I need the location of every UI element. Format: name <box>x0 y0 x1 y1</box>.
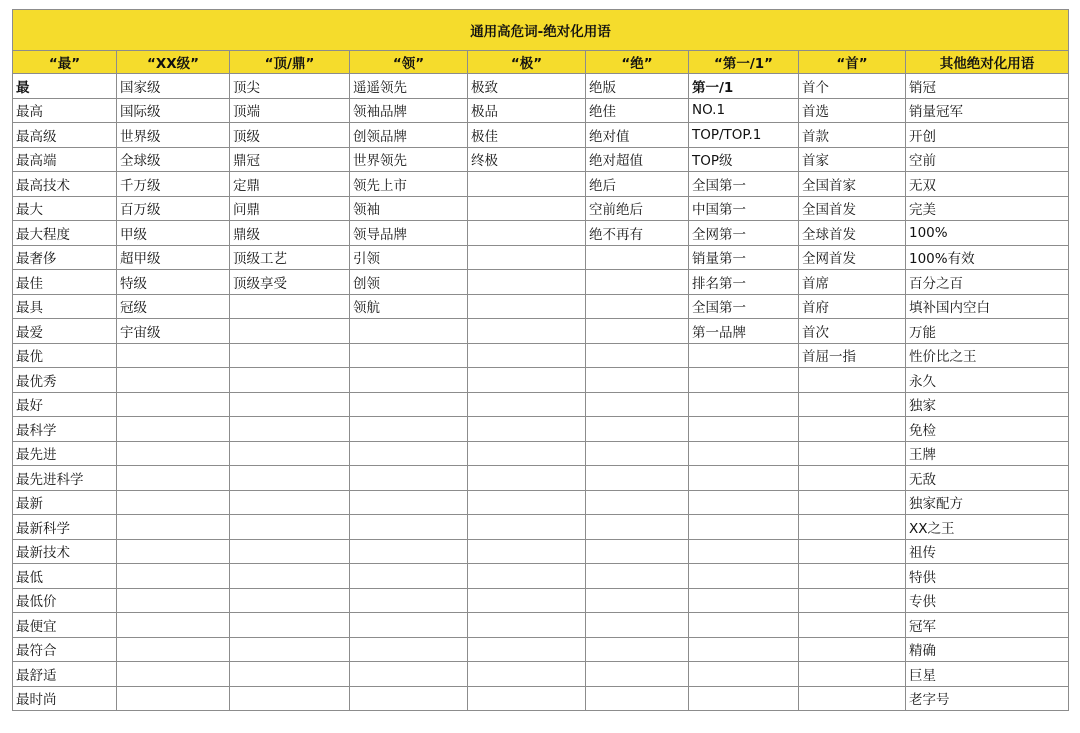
table-cell[interactable]: 百万级 <box>117 196 230 221</box>
table-cell[interactable]: 首款 <box>799 123 906 148</box>
table-cell[interactable]: 王牌 <box>906 441 1069 466</box>
table-title: 通用高危词-绝对化用语 <box>13 10 1069 51</box>
column-header-ding[interactable]: “顶/鼎” <box>230 51 350 74</box>
table-cell[interactable]: 最科学 <box>13 417 117 442</box>
table-cell[interactable] <box>230 588 350 613</box>
table-cell[interactable] <box>468 196 586 221</box>
table-cell[interactable]: 老字号 <box>906 686 1069 711</box>
table-cell[interactable]: 领袖 <box>350 196 468 221</box>
table-row <box>13 270 1069 295</box>
table-cell[interactable]: 独家配方 <box>906 490 1069 515</box>
table-cell[interactable] <box>468 245 586 270</box>
table-cell[interactable]: 首个 <box>799 74 906 99</box>
table-cell[interactable]: 领航 <box>350 294 468 319</box>
table-cell[interactable] <box>689 588 799 613</box>
table-cell[interactable]: 千万级 <box>117 172 230 197</box>
table-cell[interactable]: NO.1 <box>689 98 799 123</box>
table-cell[interactable]: 鼎级 <box>230 221 350 246</box>
table-cell[interactable] <box>689 564 799 589</box>
table-cell[interactable] <box>689 343 799 368</box>
table-cell[interactable]: 开创 <box>906 123 1069 148</box>
table-row <box>13 74 1069 99</box>
table-cell[interactable] <box>586 392 689 417</box>
table-cell[interactable]: 最具 <box>13 294 117 319</box>
table-cell[interactable] <box>350 319 468 344</box>
table-cell[interactable]: 甲级 <box>117 221 230 246</box>
table-cell[interactable] <box>350 539 468 564</box>
table-cell[interactable]: 创领品牌 <box>350 123 468 148</box>
table-cell[interactable]: 免检 <box>906 417 1069 442</box>
column-header-jue[interactable]: “绝” <box>586 51 689 74</box>
table-cell[interactable]: 最时尚 <box>13 686 117 711</box>
table-cell[interactable]: 最大 <box>13 196 117 221</box>
table-row <box>13 294 1069 319</box>
absolute-terms-table <box>12 9 1069 711</box>
column-header-other[interactable]: 其他绝对化用语 <box>906 51 1069 74</box>
table-cell[interactable] <box>117 637 230 662</box>
table-cell[interactable] <box>230 294 350 319</box>
table-cell[interactable]: 排名第一 <box>689 270 799 295</box>
table-cell[interactable] <box>586 368 689 393</box>
table-cell[interactable]: TOP/TOP.1 <box>689 123 799 148</box>
table-cell[interactable] <box>799 417 906 442</box>
table-cell[interactable]: 100% <box>906 221 1069 246</box>
table-cell[interactable] <box>230 662 350 687</box>
table-cell[interactable]: 宇宙级 <box>117 319 230 344</box>
table-cell[interactable] <box>799 613 906 638</box>
table-cell[interactable] <box>586 490 689 515</box>
table-cell[interactable]: 最新技术 <box>13 539 117 564</box>
table-cell[interactable]: 首选 <box>799 98 906 123</box>
table-cell[interactable] <box>468 588 586 613</box>
table-cell[interactable]: 特级 <box>117 270 230 295</box>
table-row <box>13 539 1069 564</box>
table-cell[interactable]: 超甲级 <box>117 245 230 270</box>
table-cell[interactable]: 绝佳 <box>586 98 689 123</box>
table-cell[interactable] <box>689 368 799 393</box>
table-cell[interactable] <box>350 637 468 662</box>
table-row <box>13 196 1069 221</box>
table-cell[interactable] <box>117 686 230 711</box>
table-cell[interactable]: 最符合 <box>13 637 117 662</box>
table-cell[interactable] <box>230 637 350 662</box>
table-cell[interactable]: 领先上市 <box>350 172 468 197</box>
table-cell[interactable]: 性价比之王 <box>906 343 1069 368</box>
table-cell[interactable] <box>586 637 689 662</box>
table-cell[interactable] <box>586 270 689 295</box>
table-cell[interactable]: 领袖品牌 <box>350 98 468 123</box>
table-cell[interactable]: 世界级 <box>117 123 230 148</box>
table-cell[interactable] <box>468 319 586 344</box>
table-cell[interactable]: 引领 <box>350 245 468 270</box>
table-cell[interactable] <box>799 515 906 540</box>
table-cell[interactable]: 最低 <box>13 564 117 589</box>
table-cell[interactable]: 完美 <box>906 196 1069 221</box>
table-cell[interactable] <box>586 613 689 638</box>
table-cell[interactable] <box>689 539 799 564</box>
table-cell[interactable] <box>468 221 586 246</box>
table-cell[interactable]: 最高技术 <box>13 172 117 197</box>
table-row <box>13 417 1069 442</box>
table-cell[interactable] <box>350 564 468 589</box>
table-cell[interactable] <box>799 368 906 393</box>
table-cell[interactable]: 绝后 <box>586 172 689 197</box>
table-cell[interactable] <box>799 686 906 711</box>
table-cell[interactable]: 首屈一指 <box>799 343 906 368</box>
table-cell[interactable] <box>350 441 468 466</box>
table-cell[interactable] <box>350 662 468 687</box>
table-cell[interactable]: TOP级 <box>689 147 799 172</box>
table-cell[interactable] <box>117 368 230 393</box>
table-cell[interactable] <box>689 490 799 515</box>
table-cell[interactable]: 全球首发 <box>799 221 906 246</box>
table-cell[interactable]: 最好 <box>13 392 117 417</box>
table-cell[interactable] <box>350 686 468 711</box>
table-cell[interactable]: 首席 <box>799 270 906 295</box>
table-cell[interactable]: 100%有效 <box>906 245 1069 270</box>
table-cell[interactable] <box>350 343 468 368</box>
table-cell[interactable] <box>689 686 799 711</box>
table-row <box>13 466 1069 491</box>
table-cell[interactable] <box>117 417 230 442</box>
table-cell[interactable] <box>799 466 906 491</box>
table-cell[interactable]: 首次 <box>799 319 906 344</box>
table-cell[interactable]: 问鼎 <box>230 196 350 221</box>
table-cell[interactable] <box>799 392 906 417</box>
table-cell[interactable] <box>586 343 689 368</box>
table-cell[interactable]: 首府 <box>799 294 906 319</box>
table-row <box>13 123 1069 148</box>
table-cell[interactable]: 最奢侈 <box>13 245 117 270</box>
table-cell[interactable] <box>468 343 586 368</box>
table-cell[interactable]: 永久 <box>906 368 1069 393</box>
table-row <box>13 490 1069 515</box>
table-cell[interactable]: 最佳 <box>13 270 117 295</box>
column-header-ling[interactable]: “领” <box>350 51 468 74</box>
table-row <box>13 637 1069 662</box>
table-cell[interactable]: 最先进 <box>13 441 117 466</box>
table-cell[interactable]: 定鼎 <box>230 172 350 197</box>
table-row <box>13 564 1069 589</box>
table-cell[interactable] <box>230 368 350 393</box>
table-cell[interactable] <box>350 613 468 638</box>
table-cell[interactable]: 顶级享受 <box>230 270 350 295</box>
table-cell[interactable] <box>468 466 586 491</box>
table-cell[interactable]: 最爱 <box>13 319 117 344</box>
table-row <box>13 613 1069 638</box>
column-header-shou[interactable]: “首” <box>799 51 906 74</box>
table-cell[interactable] <box>468 294 586 319</box>
table-cell[interactable] <box>586 294 689 319</box>
table-cell[interactable]: 绝版 <box>586 74 689 99</box>
table-cell[interactable]: 销量冠军 <box>906 98 1069 123</box>
table-cell[interactable] <box>586 515 689 540</box>
table-cell[interactable] <box>230 417 350 442</box>
table-cell[interactable]: 极佳 <box>468 123 586 148</box>
table-cell[interactable] <box>117 343 230 368</box>
table-cell[interactable]: 中国第一 <box>689 196 799 221</box>
table-cell[interactable] <box>689 637 799 662</box>
table-cell[interactable]: 特供 <box>906 564 1069 589</box>
table-cell[interactable]: 世界领先 <box>350 147 468 172</box>
table-cell[interactable]: 祖传 <box>906 539 1069 564</box>
table-cell[interactable] <box>117 392 230 417</box>
table-cell[interactable] <box>230 686 350 711</box>
table-cell[interactable]: 最先进科学 <box>13 466 117 491</box>
column-header-di-yi[interactable]: “第一/1” <box>689 51 799 74</box>
table-row <box>13 588 1069 613</box>
table-cell[interactable]: 最新科学 <box>13 515 117 540</box>
table-cell[interactable]: 销冠 <box>906 74 1069 99</box>
table-cell[interactable] <box>799 637 906 662</box>
table-cell[interactable] <box>468 368 586 393</box>
table-row <box>13 98 1069 123</box>
table-cell[interactable]: 最低价 <box>13 588 117 613</box>
table-row <box>13 515 1069 540</box>
table-cell[interactable] <box>230 343 350 368</box>
table-row <box>13 245 1069 270</box>
table-row <box>13 147 1069 172</box>
table-cell[interactable] <box>468 564 586 589</box>
table-cell[interactable]: 极致 <box>468 74 586 99</box>
table-cell[interactable]: 空前绝后 <box>586 196 689 221</box>
spreadsheet <box>12 9 1068 711</box>
table-body <box>13 74 1069 711</box>
table-cell[interactable]: 最高端 <box>13 147 117 172</box>
table-cell[interactable] <box>689 441 799 466</box>
table-cell[interactable] <box>799 662 906 687</box>
table-row <box>13 686 1069 711</box>
column-header-xx-ji[interactable]: “XX级” <box>117 51 230 74</box>
table-cell[interactable] <box>799 490 906 515</box>
table-cell[interactable] <box>350 466 468 491</box>
table-cell[interactable]: 独家 <box>906 392 1069 417</box>
table-cell[interactable] <box>230 490 350 515</box>
table-cell[interactable] <box>350 417 468 442</box>
table-cell[interactable] <box>586 539 689 564</box>
table-cell[interactable] <box>350 515 468 540</box>
table-cell[interactable]: 顶端 <box>230 98 350 123</box>
table-cell[interactable]: 百分之百 <box>906 270 1069 295</box>
table-cell[interactable] <box>230 564 350 589</box>
table-cell[interactable] <box>689 662 799 687</box>
table-cell[interactable]: 冠军 <box>906 613 1069 638</box>
table-cell[interactable]: 最优 <box>13 343 117 368</box>
table-row <box>13 392 1069 417</box>
table-cell[interactable] <box>230 392 350 417</box>
table-cell[interactable]: 最新 <box>13 490 117 515</box>
table-cell[interactable]: 全球级 <box>117 147 230 172</box>
table-row <box>13 221 1069 246</box>
table-cell[interactable] <box>468 490 586 515</box>
table-cell[interactable]: 绝对值 <box>586 123 689 148</box>
table-cell[interactable] <box>468 539 586 564</box>
table-cell[interactable]: 全国第一 <box>689 294 799 319</box>
table-cell[interactable] <box>799 539 906 564</box>
table-cell[interactable]: 绝不再有 <box>586 221 689 246</box>
table-cell[interactable]: 国家级 <box>117 74 230 99</box>
table-cell[interactable]: 国际级 <box>117 98 230 123</box>
table-cell[interactable]: 最 <box>13 74 117 99</box>
table-cell[interactable] <box>230 441 350 466</box>
table-cell[interactable] <box>230 466 350 491</box>
table-cell[interactable] <box>468 613 586 638</box>
table-cell[interactable] <box>230 319 350 344</box>
table-cell[interactable] <box>117 613 230 638</box>
table-cell[interactable]: 顶级 <box>230 123 350 148</box>
table-cell[interactable]: 全国第一 <box>689 172 799 197</box>
table-cell[interactable]: 最舒适 <box>13 662 117 687</box>
table-cell[interactable]: 无双 <box>906 172 1069 197</box>
table-cell[interactable]: 领导品牌 <box>350 221 468 246</box>
table-cell[interactable] <box>117 441 230 466</box>
table-cell[interactable] <box>799 441 906 466</box>
table-cell[interactable] <box>586 686 689 711</box>
table-cell[interactable]: 销量第一 <box>689 245 799 270</box>
table-cell[interactable]: 终极 <box>468 147 586 172</box>
column-header-ji[interactable]: “极” <box>468 51 586 74</box>
table-cell[interactable] <box>468 686 586 711</box>
table-cell[interactable]: 遥遥领先 <box>350 74 468 99</box>
table-cell[interactable] <box>799 564 906 589</box>
table-cell[interactable] <box>117 466 230 491</box>
table-cell[interactable]: 全国首发 <box>799 196 906 221</box>
table-cell[interactable] <box>468 662 586 687</box>
table-cell[interactable] <box>468 441 586 466</box>
table-cell[interactable]: 专供 <box>906 588 1069 613</box>
table-cell[interactable] <box>468 270 586 295</box>
table-cell[interactable] <box>350 490 468 515</box>
table-cell[interactable] <box>117 515 230 540</box>
table-cell[interactable]: 无敌 <box>906 466 1069 491</box>
table-cell[interactable] <box>586 564 689 589</box>
table-row <box>13 441 1069 466</box>
table-cell[interactable]: 绝对超值 <box>586 147 689 172</box>
table-cell[interactable] <box>586 588 689 613</box>
table-cell[interactable]: 顶尖 <box>230 74 350 99</box>
table-cell[interactable] <box>586 319 689 344</box>
table-cell[interactable]: 首家 <box>799 147 906 172</box>
table-cell[interactable] <box>689 466 799 491</box>
table-cell[interactable] <box>689 613 799 638</box>
column-header-zui[interactable]: “最” <box>13 51 117 74</box>
table-row <box>13 662 1069 687</box>
table-cell[interactable] <box>468 515 586 540</box>
table-cell[interactable]: XX之王 <box>906 515 1069 540</box>
table-cell[interactable]: 鼎冠 <box>230 147 350 172</box>
table-cell[interactable]: 冠级 <box>117 294 230 319</box>
table-cell[interactable] <box>350 392 468 417</box>
table-cell[interactable]: 最便宜 <box>13 613 117 638</box>
table-cell[interactable] <box>689 515 799 540</box>
table-cell[interactable] <box>230 515 350 540</box>
table-cell[interactable]: 最大程度 <box>13 221 117 246</box>
table-cell[interactable]: 万能 <box>906 319 1069 344</box>
table-cell[interactable] <box>586 466 689 491</box>
table-cell[interactable]: 最高级 <box>13 123 117 148</box>
table-cell[interactable]: 最高 <box>13 98 117 123</box>
table-cell[interactable]: 填补国内空白 <box>906 294 1069 319</box>
table-cell[interactable]: 第一品牌 <box>689 319 799 344</box>
table-cell[interactable] <box>117 539 230 564</box>
table-cell[interactable] <box>468 637 586 662</box>
table-cell[interactable] <box>117 490 230 515</box>
table-cell[interactable] <box>586 441 689 466</box>
table-cell[interactable] <box>350 588 468 613</box>
table-cell[interactable]: 顶级工艺 <box>230 245 350 270</box>
table-cell[interactable] <box>230 613 350 638</box>
table-cell[interactable]: 极品 <box>468 98 586 123</box>
table-cell[interactable]: 全国首家 <box>799 172 906 197</box>
table-row <box>13 319 1069 344</box>
table-cell[interactable] <box>468 417 586 442</box>
table-cell[interactable] <box>689 392 799 417</box>
table-cell[interactable]: 全网第一 <box>689 221 799 246</box>
table-row <box>13 343 1069 368</box>
table-cell[interactable] <box>689 417 799 442</box>
table-cell[interactable] <box>468 392 586 417</box>
table-cell[interactable]: 空前 <box>906 147 1069 172</box>
table-cell[interactable]: 巨星 <box>906 662 1069 687</box>
table-cell[interactable] <box>350 368 468 393</box>
table-cell[interactable] <box>586 662 689 687</box>
table-cell[interactable] <box>117 564 230 589</box>
table-cell[interactable] <box>799 588 906 613</box>
table-cell[interactable] <box>586 417 689 442</box>
table-cell[interactable]: 创领 <box>350 270 468 295</box>
table-cell[interactable] <box>586 245 689 270</box>
table-cell[interactable]: 精确 <box>906 637 1069 662</box>
table-cell[interactable] <box>230 539 350 564</box>
table-row <box>13 368 1069 393</box>
table-cell[interactable] <box>117 588 230 613</box>
table-cell[interactable]: 第一/1 <box>689 74 799 99</box>
table-cell[interactable] <box>468 172 586 197</box>
table-row <box>13 172 1069 197</box>
table-cell[interactable]: 最优秀 <box>13 368 117 393</box>
table-cell[interactable] <box>117 662 230 687</box>
table-cell[interactable]: 全网首发 <box>799 245 906 270</box>
